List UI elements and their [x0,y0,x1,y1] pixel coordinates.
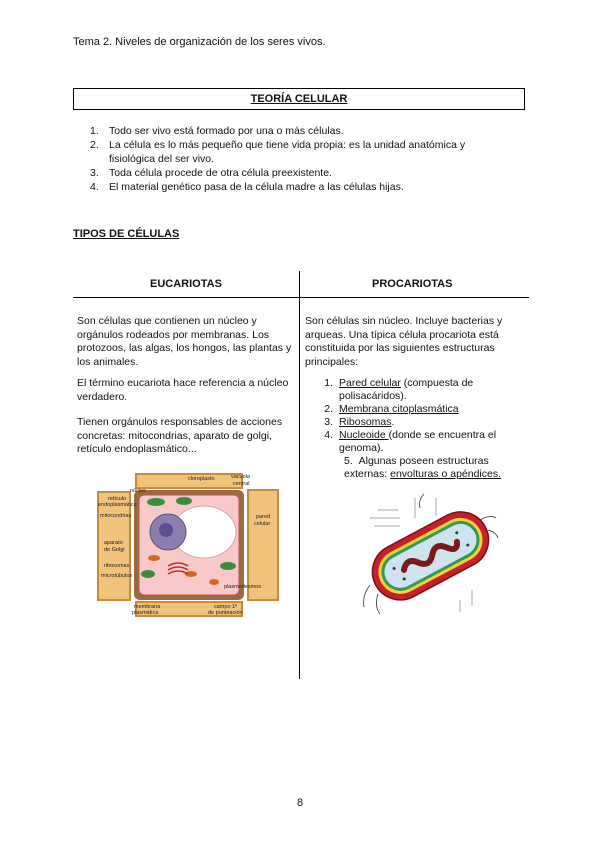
page-header: Tema 2. Niveles de organización de los seres vivos. [73,36,326,48]
list-item: 4. El material genético pasa de la célula madre a las células hijas. [90,181,404,193]
list-item: 4. Nucleoide (donde se encuentra el genoma). [324,429,497,454]
page-title: TEORÍA CELULAR [250,93,348,105]
label-microtubulos: microtúbulos [101,573,133,579]
header-divider [73,297,529,298]
label-cloroplasto: cloroplasto [188,476,215,482]
procariotas-heading: PROCARIOTAS [372,278,453,290]
section-title: TIPOS DE CÉLULAS [73,228,180,240]
label-reticulo: retículo [108,496,127,502]
label-membrana: membrana [134,604,161,610]
label-ribosomas: ribosomas [104,563,130,569]
label-pared: pared [256,514,271,520]
label-celular: celular [254,521,271,527]
title-box [73,88,525,110]
label-vacuola: vacuola [231,474,250,480]
mitochondrion [209,579,219,585]
prokaryote-cell-diagram [360,490,500,620]
list-item: 1. Todo ser vivo está formado por una o más células. [90,125,344,137]
label-endoplasmatico: endoplasmático [98,502,137,508]
page-number: 8 [296,797,304,809]
procariotas-definition: Son células sin núcleo. Incluye bacterias y arqueas. Una típica célula procariota está constituida por las siguientes estructuras principales: [305,315,503,368]
label-de-golgi: de Golgi [104,547,125,553]
label-de-punteacion: de punteación [208,610,243,616]
chloroplast [141,570,155,578]
list-item: 3. Toda célula procede de otra célula preexistente. [90,167,332,179]
plant-cell-diagram [96,470,281,620]
list-item: 3. Ribosomas. [324,416,395,428]
chloroplast [220,562,236,570]
list-item: 1. Pared celular (compuesta de polisacáridos). [324,377,474,402]
label-plasmatica: plasmática [132,610,159,616]
label-mitocondrias: mitocondrias [100,513,132,519]
chloroplast [176,497,192,505]
eucariotas-heading: EUCARIOTAS [150,278,222,290]
label-nucleo: núcleo [130,488,147,494]
column-divider [299,271,300,679]
label-central: central [233,481,250,487]
eucariotas-definition: Son células que contienen un núcleo y orgánulos rodeados por membranas. Los protozoos, las algas, los hongos, las plantas y los animales. [77,315,292,368]
label-plasmodesmos: plasmodesmos [224,584,261,590]
list-item: 2. Membrana citoplasmática [324,403,459,415]
nucleolus [159,523,173,537]
list-item: 2. La célula es lo más pequeño que tiene vida propia: es la unidad anatómica y fisiológica del ser vivo. [90,139,466,165]
chloroplast [147,498,165,506]
cell-theory-principles [90,124,510,194]
label-campo: campo 1º [214,604,238,610]
label-aparato: aparato [104,540,123,546]
neighbor-cell-left [98,492,133,600]
procariotas-structures [306,377,521,481]
eucariotas-organelles: Tienen orgánulos responsables de acciones concretas: mitocondrias, aparato de golgi, retículo endoplasmático... [77,416,283,455]
list-item-external: 5. Algunas poseen estructuras externas: envolturas o apéndices. [344,455,502,480]
mitochondrion [148,555,160,561]
eucariotas-etymology: El término eucariota hace referencia a núcleo verdadero. [77,377,289,403]
